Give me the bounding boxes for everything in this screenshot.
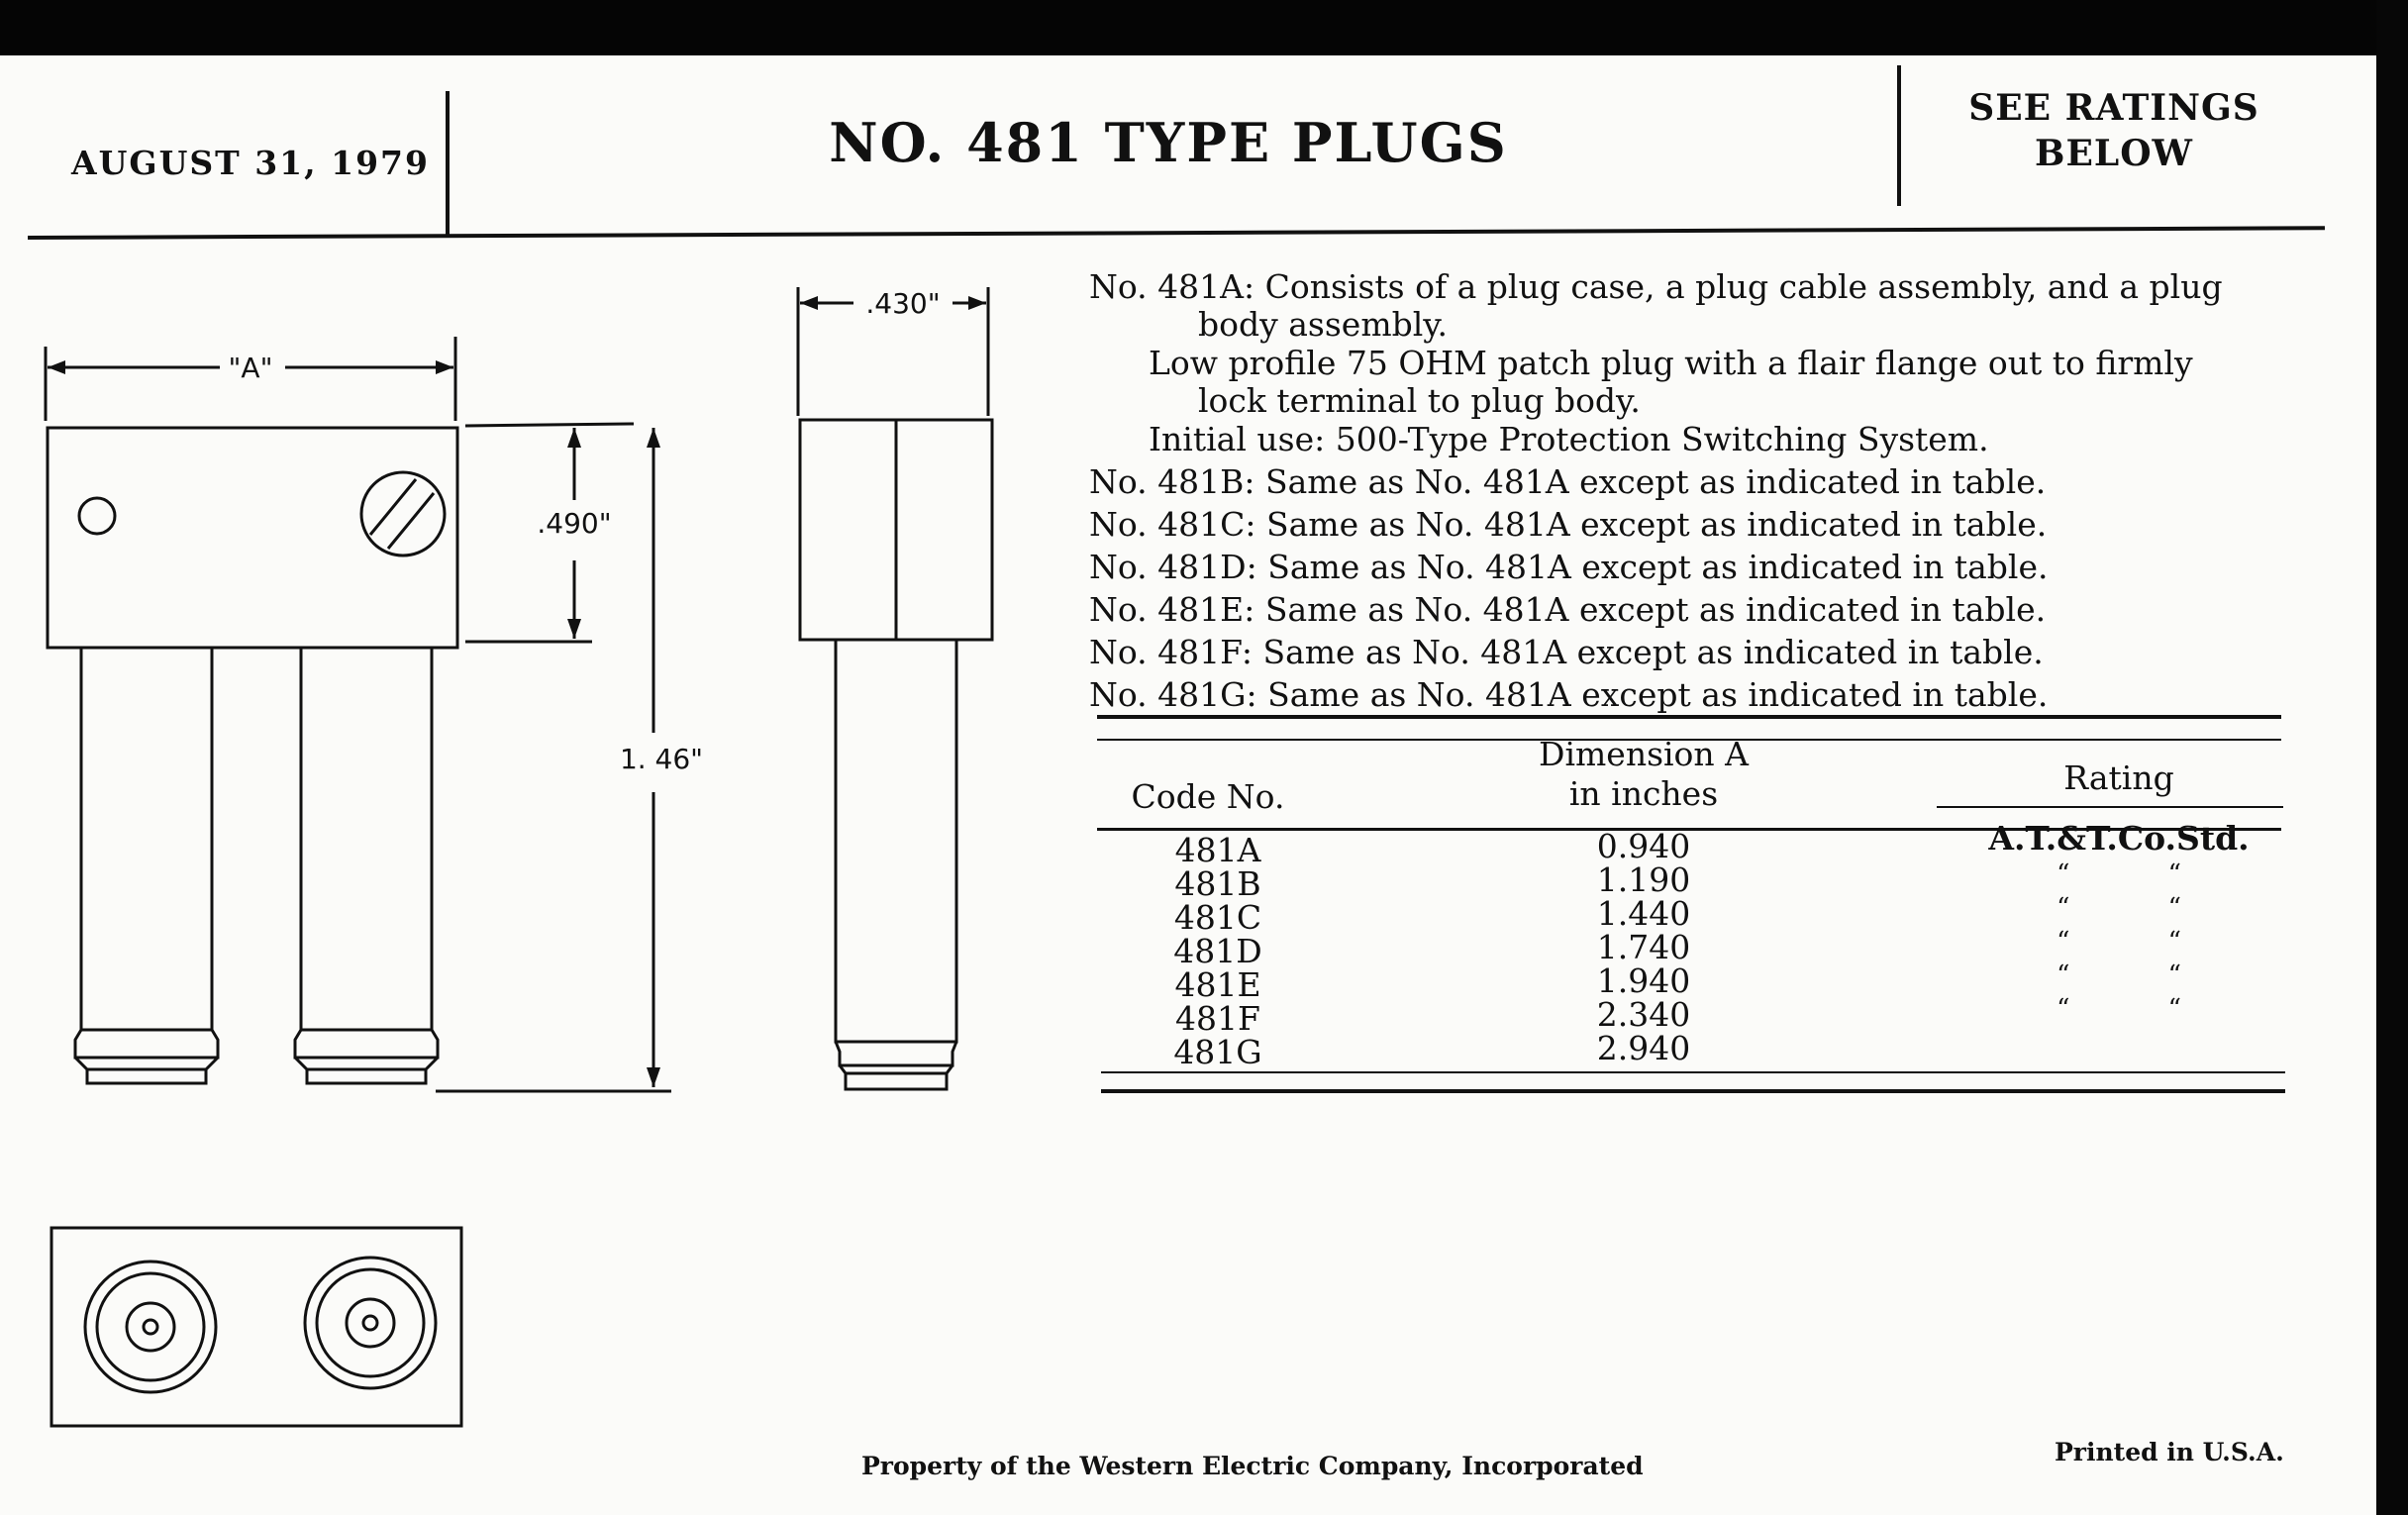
header-divider-right: [1897, 65, 1901, 206]
desc-481a-text: Consists of a plug case, a plug cable assembly, and a plug: [1264, 267, 2223, 306]
dim-head-label: .490": [537, 507, 612, 540]
dimension-arrows: [48, 296, 986, 1087]
dim-value: 2.940: [1596, 1029, 1691, 1067]
side-pin: [836, 640, 956, 1042]
pin-right: [301, 648, 432, 1030]
rating-value: “ “: [2057, 994, 2181, 1024]
table-row: 481B: [1174, 864, 1261, 903]
printed-notice: Printed in U.S.A.: [2055, 1438, 2284, 1466]
hole-icon: [79, 498, 115, 534]
desc-line-3: Low profile 75 OHM patch plug with a flair flange out to firmly: [1149, 344, 2193, 382]
dim-value: 1.440: [1596, 894, 1691, 933]
rating-value: A.T.&T.Co.Std.: [1988, 819, 2250, 858]
col-dim-header-line2: in inches: [1568, 774, 1719, 813]
col-rating-header: Rating: [2063, 758, 2174, 797]
property-notice: Property of the Western Electric Company, Incorporated: [861, 1452, 1644, 1480]
rating-value: “ “: [2057, 960, 2181, 990]
bottom-view: [51, 1228, 461, 1426]
variant-481f: [1089, 631, 2277, 673]
variant-481d: [1089, 546, 2277, 588]
table-row: 481F: [1175, 999, 1260, 1038]
table-top-rule: [1097, 715, 2281, 719]
table-row: 481C: [1173, 898, 1262, 937]
rating-header-rule: [1937, 806, 2283, 808]
bottom-face: [51, 1228, 461, 1426]
table-row: 481A: [1174, 831, 1261, 869]
ratings-note-line2: BELOW: [2035, 133, 2193, 174]
variant-481e: [1089, 588, 2277, 631]
dim-value: 2.340: [1596, 995, 1691, 1034]
rating-value: “ “: [2057, 893, 2181, 923]
dim-a-label: "A": [228, 352, 273, 384]
issue-date: AUGUST 31, 1979: [71, 144, 430, 182]
variant-481g: [1089, 673, 2277, 716]
rating-value: “ “: [2057, 927, 2181, 957]
variant-code: No. 481D:: [1089, 548, 1257, 586]
screw-icon: [361, 472, 445, 556]
rating-value: “ “: [2057, 859, 2181, 889]
variant-code: No. 481B:: [1089, 462, 1255, 501]
table-row: 481D: [1173, 932, 1262, 970]
variant-code: No. 481F:: [1089, 633, 1253, 671]
code-481a: No. 481A:: [1089, 267, 1255, 306]
variant-text: Same as No. 481A except as indicated in table.: [1264, 590, 2047, 629]
dim-value: 0.940: [1596, 827, 1691, 865]
front-view: [48, 428, 457, 1083]
dim-height-label: 1. 46": [619, 743, 704, 775]
variant-code: No. 481E:: [1089, 590, 1255, 629]
table-row: 481E: [1174, 965, 1261, 1004]
table-row: 481G: [1173, 1033, 1262, 1071]
ratings-note: [1926, 85, 2302, 176]
desc-line-2: body assembly.: [1198, 305, 1449, 344]
dim-value: 1.740: [1596, 928, 1691, 966]
dim-width-label: .430": [865, 287, 941, 320]
pin-left: [81, 648, 212, 1030]
variant-text: Same as No. 481A except as indicated in table.: [1265, 462, 2047, 501]
dim-value: 1.190: [1596, 860, 1691, 899]
variant-text: Same as No. 481A except as indicated in table.: [1266, 505, 2048, 544]
variant-code: No. 481C:: [1089, 505, 1256, 544]
scan-border-right: [2376, 0, 2408, 1515]
ratings-note-line1: SEE RATINGS: [1968, 87, 2259, 129]
desc-line-4: lock terminal to plug body.: [1198, 381, 1641, 420]
col-code-header: Code No.: [1131, 777, 1285, 816]
col-dim-header-line1: Dimension A: [1538, 735, 1750, 773]
variant-481c: [1089, 503, 2277, 546]
plug-drawings: [0, 0, 1069, 1465]
desc-line-5: Initial use: 500-Type Protection Switching System.: [1149, 420, 1989, 458]
table-bottom-rule-2: [1101, 1089, 2285, 1093]
variant-code: No. 481G:: [1089, 675, 1257, 714]
variant-481b: [1089, 460, 2277, 503]
variant-text: Same as No. 481A except as indicated in table.: [1267, 675, 2049, 714]
dim-value: 1.940: [1596, 961, 1691, 1000]
variant-text: Same as No. 481A except as indicated in table.: [1262, 633, 2044, 671]
side-view: [798, 287, 992, 1089]
col-dim-header: [1465, 735, 1822, 814]
desc-line-481a: [1089, 265, 2277, 308]
description: [1089, 265, 2277, 716]
variant-text: Same as No. 481A except as indicated in table.: [1267, 548, 2049, 586]
table-bottom-rule: [1101, 1071, 2285, 1073]
page-title: NO. 481 TYPE PLUGS: [829, 111, 1508, 174]
